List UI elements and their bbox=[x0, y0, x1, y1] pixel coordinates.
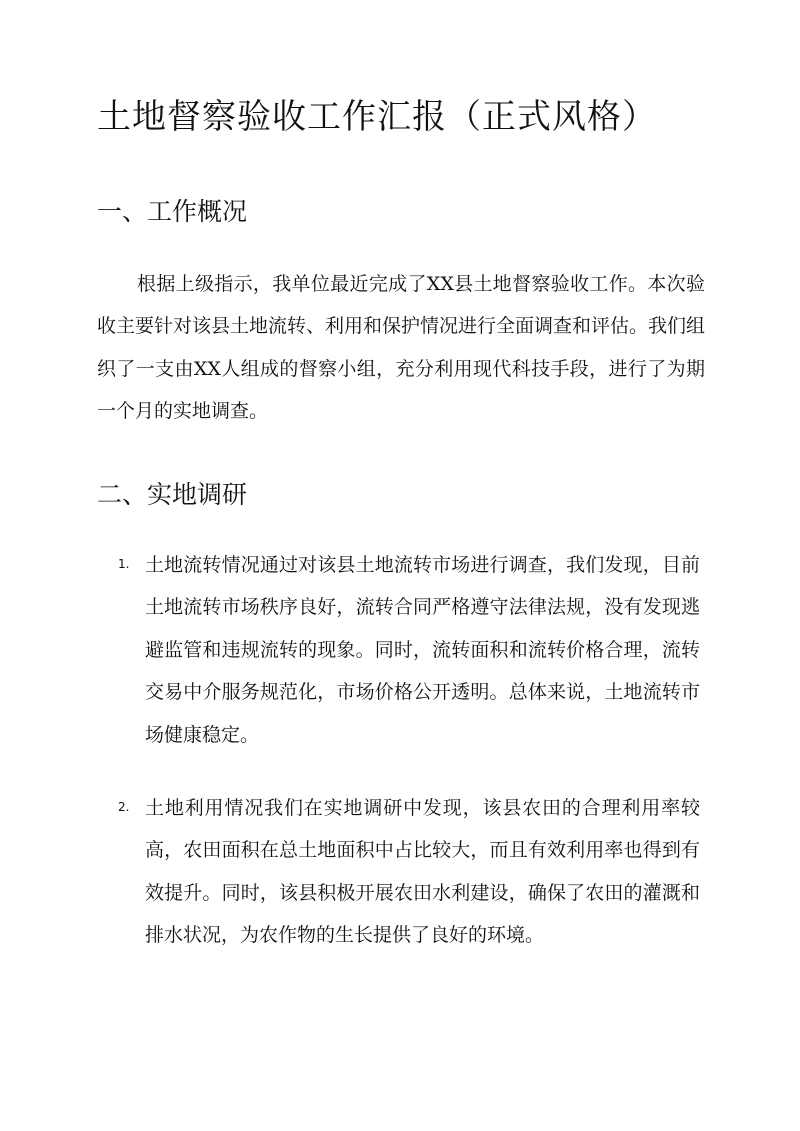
list-item bbox=[0, 787, 800, 957]
overview-paragraph: 根据上级指示，我单位最近完成了XX县土地督察验收工作。本次验收主要针对该县土地流转、利用和保护情况进行全面调查和评估。我们组织了一支由XX人组成的督察小组，充分利用现代科技手段，进行了为期一个月的实地调查。 bbox=[97, 273, 706, 423]
document-title: 土地督察验收工作汇报（正式风格） bbox=[97, 97, 657, 137]
list-item-text: 土地流转情况通过对该县土地流转市场进行调查，我们发现，目前土地流转市场秩序良好，流转合同严格遵守法律法规，没有发现逃避监管和违规流转的现象。同时，流转面积和流转价格合理，流转交易中介服务规范化，市场价格公开透明。总体来说，土地流转市场健康稳定。 bbox=[145, 554, 700, 746]
list-item bbox=[0, 544, 800, 756]
list-item-number: 2. bbox=[118, 800, 130, 815]
list-item-text: 土地利用情况我们在实地调研中发现，该县农田的合理利用率较高，农田面积在总土地面积中占比较大，而且有效利用率也得到有效提升。同时，该县积极开展农田水利建设，确保了农田的灌溉和排水状况，为农作物的生长提供了良好的环境。 bbox=[145, 797, 700, 947]
section-heading-overview: 一、工作概况 bbox=[97, 197, 248, 226]
list-item-number: 1. bbox=[118, 557, 130, 571]
section-heading-field-research: 二、实地调研 bbox=[97, 480, 248, 509]
field-research-list bbox=[0, 544, 800, 988]
